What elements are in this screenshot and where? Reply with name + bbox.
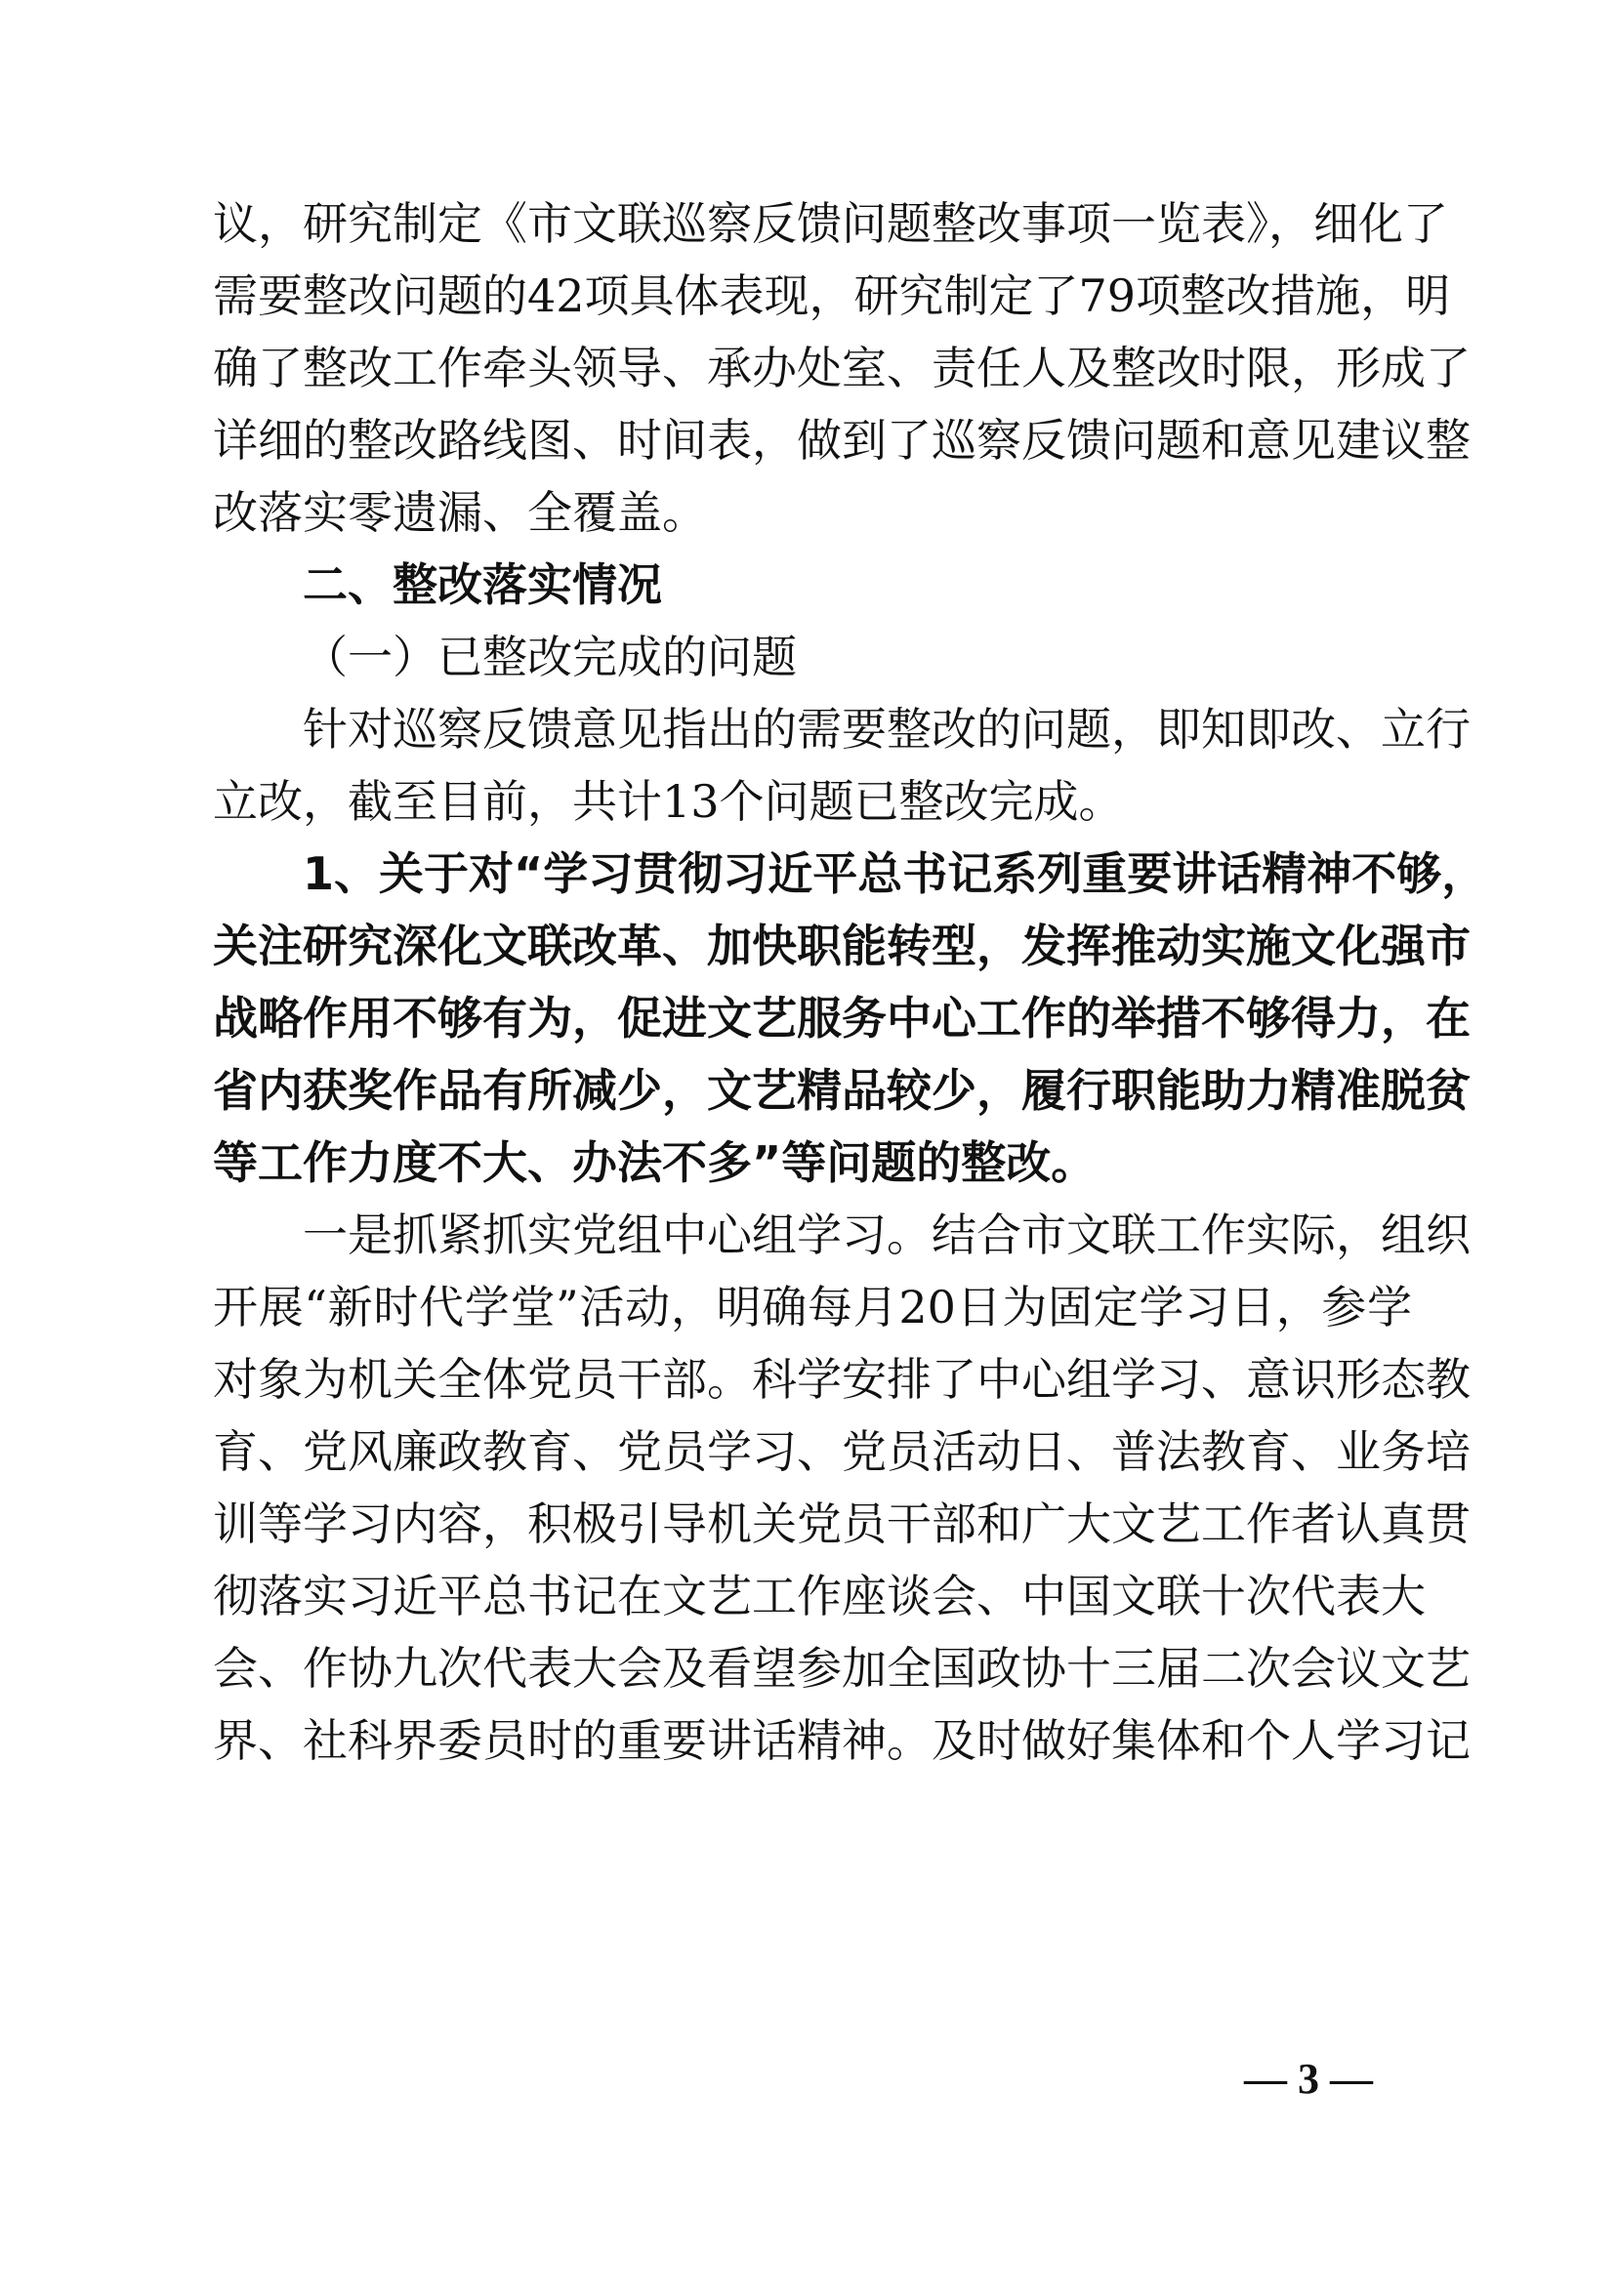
paragraph-3-line-6: 彻落实习近平总书记在文艺工作座谈会、中国文联十次代表大 bbox=[213, 1570, 1426, 1622]
paragraph-1-line-2: 需要整改问题的42项具体表现，研究制定了79项整改措施，明 bbox=[213, 269, 1451, 322]
item-1-line-3: 战略作用不够有为，促进文艺服务中心工作的举措不够得力，在 bbox=[213, 992, 1471, 1045]
paragraph-1-line-5: 改落实零遗漏、全覆盖。 bbox=[213, 486, 707, 539]
paragraph-3-line-7: 会、作协九次代表大会及看望参加全国政协十三届二次会议文艺 bbox=[213, 1642, 1471, 1695]
paragraph-1-line-4: 详细的整改路线图、时间表，做到了巡察反馈问题和意见建议整 bbox=[213, 414, 1471, 467]
paragraph-3-line-5: 训等学习内容，积极引导机关党员干部和广大文艺工作者认真贯 bbox=[213, 1497, 1471, 1550]
section-heading: 二、整改落实情况 bbox=[303, 558, 662, 611]
paragraph-1-line-3: 确了整改工作牵头领导、承办处室、责任人及整改时限，形成了 bbox=[213, 342, 1471, 394]
paragraph-3-line-3: 对象为机关全体党员干部。科学安排了中心组学习、意识形态教 bbox=[213, 1353, 1471, 1406]
paragraph-3-line-1: 一是抓紧抓实党组中心组学习。结合市文联工作实际，组织 bbox=[303, 1209, 1471, 1261]
paragraph-3-line-2: 开展“新时代学堂”活动，明确每月20日为固定学习日，参学 bbox=[213, 1281, 1412, 1333]
page-number: — 3 — bbox=[1244, 2055, 1373, 2103]
paragraph-2-line-2: 立改，截至目前，共计13个问题已整改完成。 bbox=[213, 775, 1124, 828]
paragraph-2-line-1: 针对巡察反馈意见指出的需要整改的问题，即知即改、立行 bbox=[303, 703, 1471, 756]
item-1-line-5: 等工作力度不大、办法不多”等问题的整改。 bbox=[213, 1136, 1097, 1189]
item-1-line-4: 省内获奖作品有所减少，文艺精品较少，履行职能助力精准脱贫 bbox=[213, 1064, 1471, 1117]
item-1-line-2: 关注研究深化文联改革、加快职能转型，发挥推动实施文化强市 bbox=[213, 920, 1471, 972]
subsection-heading: （一）已整改完成的问题 bbox=[303, 631, 797, 683]
paragraph-1-line-1: 议，研究制定《市文联巡察反馈问题整改事项一览表》，细化了 bbox=[213, 197, 1448, 250]
paragraph-3-line-8: 界、社科界委员时的重要讲话精神。及时做好集体和个人学习记 bbox=[213, 1714, 1471, 1767]
paragraph-3-line-4: 育、党风廉政教育、党员学习、党员活动日、普法教育、业务培 bbox=[213, 1425, 1471, 1478]
item-1-line-1: 1、关于对“学习贯彻习近平总书记系列重要讲话精神不够， bbox=[303, 847, 1487, 900]
